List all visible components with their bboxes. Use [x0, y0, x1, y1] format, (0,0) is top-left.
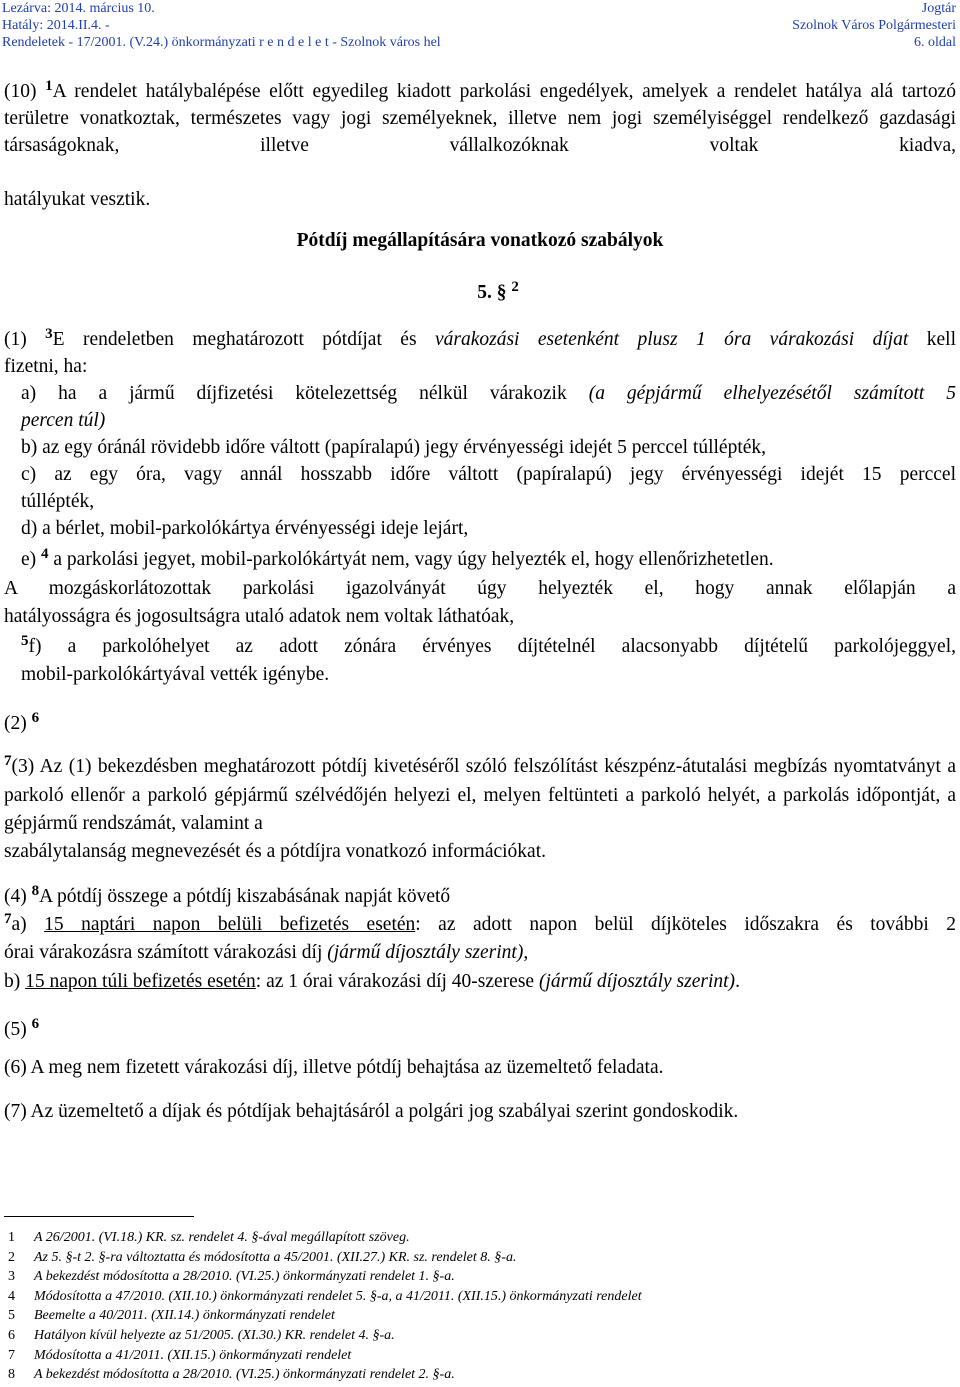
footnote-text: Módosította a 41/2011. (XII.15.) önkormányzati rendelet	[34, 1347, 352, 1363]
footnote	[8, 1228, 410, 1247]
paragraph-3-last: szabálytalanság megnevezését és a pótdíjra vonatkozó információkat.	[4, 841, 546, 862]
footnote-text: A bekezdést módosította a 28/2010. (VI.25.) önkormányzati rendelet 2. §-a.	[34, 1367, 455, 1383]
paragraph-3: $^7$(3) Az (1) bekezdésben meghatározott pótdíj kivetéséről szóló felszólítást készpénz-átutalási megbízás nyomtatványt a parkoló ellenőr a parkoló gépjármű szélvédőjén helyezi el, melyen feltünteti a parkoló helyét, a parkolás időpontját, a gépjármű rendszámát, valamint a	[4, 753, 956, 834]
footnote-number: 8	[8, 1367, 15, 1383]
jogtar-label: Jogtár	[921, 1, 956, 16]
item-f: $^5$f) a parkolóhelyet az adott zónára érvényes díjtételnél alacsonyabb díjtételű parkolójeggyel,	[21, 633, 956, 657]
paragraph-2: (2) $^6$	[4, 710, 40, 734]
footnote	[8, 1287, 642, 1306]
item-a-cont: percen túl)	[21, 410, 106, 431]
footnote-text: Beemelte a 40/2011. (XII.14.) önkormányzati rendelet	[34, 1308, 335, 1324]
footnote	[8, 1248, 516, 1267]
footnote	[8, 1267, 455, 1286]
paragraph-1-cont: fizetni, ha:	[4, 356, 88, 377]
paragraph-10: (10) $^1$A rendelet hatálybalépése előtt egyedileg kiadott parkolási engedélyek, amelyek a rendelet hatálya alá tartozó területre vonatkoztak, természetes vagy jogi személyeknek, illetve nem jogi személyiséggel rendelkező gazdasági társaságoknak, illetve vállalkozóknak voltak kiadva,	[4, 78, 956, 156]
item-c: c) az egy óra, vagy annál hosszabb időre váltott (papíralapú) jegy érvényességi idejét 15 perccel	[21, 464, 956, 485]
effective-date: Hatály: 2014.II.4. -	[2, 18, 110, 33]
paragraph-10-last: hatályukat vesztik.	[4, 189, 151, 210]
item-4a-cont: órai várakozásra számított várakozási díj (jármű díjosztály szerint),	[4, 942, 529, 963]
footnote-text: Módosította a 47/2010. (XII.10.) önkormányzati rendelet 5. §-a, a 41/2011. (XII.15.) önkormányzati rendelet	[34, 1288, 642, 1304]
item-d: d) a bérlet, mobil-parkolókártya érvényességi ideje lejárt,	[21, 518, 469, 539]
paragraph-1: (1) $^3$E rendeletben meghatározott pótdíjat és várakozási esetenként plusz 1 óra várakozási díjat kell	[4, 326, 956, 350]
item-4a: $^7$a) 15 naptári napon belüli befizetés esetén: az adott napon belül díjköteles időszakra és további 2	[4, 911, 956, 935]
footnote-text: Hatályon kívül helyezte az 51/2005. (XI.30.) KR. rendelet 4. §-a.	[34, 1328, 395, 1343]
footnote	[8, 1306, 335, 1325]
footnote-text: A 26/2001. (VI.18.) KR. sz. rendelet 4. §-ával megállapított szöveg.	[34, 1230, 410, 1245]
footnote-ref: 1	[45, 78, 53, 94]
publisher: Szolnok Város Polgármesteri	[792, 18, 956, 33]
footnote-number: 3	[8, 1269, 15, 1285]
footnote-number: 4	[8, 1288, 15, 1304]
page-number: 6. oldal	[914, 35, 956, 50]
footnote	[8, 1326, 395, 1345]
item-e: e) $^4$ a parkolási jegyet, mobil-parkolókártyát nem, vagy úgy helyezték el, hogy ellenőrizhetetlen.	[21, 546, 774, 570]
footnote-text: A bekezdést módosította a 28/2010. (VI.25.) önkormányzati rendelet 1. §-a.	[34, 1269, 455, 1285]
paragraph-4: (4) $^8$A pótdíj összege a pótdíj kiszabásának napját követő	[4, 883, 451, 907]
footnote-number: 7	[8, 1347, 15, 1363]
item-b: b) az egy óránál rövidebb időre váltott (papíralapú) jegy érvényességi idejét 5 perccel túllépték,	[21, 437, 767, 458]
footnote-number: 1	[8, 1230, 15, 1245]
paragraph-5: (5) $^6$	[4, 1016, 40, 1040]
footnote	[8, 1346, 351, 1365]
footnote-number: 5	[8, 1308, 15, 1324]
footnote-number: 2	[8, 1249, 15, 1265]
paragraph-6: (6) A meg nem fizetett várakozási díj, illetve pótdíj behajtása az üzemeltető feladata.	[4, 1057, 664, 1078]
regulation-title: Rendeletek - 17/2001. (V.24.) önkormányzati r e n d e l e t - Szolnok város hel	[2, 35, 441, 50]
footnote-separator	[4, 1216, 194, 1217]
item-f-cont: mobil-parkolókártyával vették igénybe.	[21, 664, 330, 685]
section-number: 5. § $^2$	[477, 279, 519, 303]
item-c-cont: túllépték,	[21, 491, 95, 512]
closing-date: Lezárva: 2014. március 10.	[2, 1, 155, 16]
section-heading: Pótdíj megállapítására vonatkozó szabályok	[296, 230, 664, 251]
item-4b: b) 15 napon túli befizetés esetén: az 1 órai várakozási díj 40-szerese (jármű díjosztály szerint).	[4, 971, 740, 992]
footnote-text: Az 5. §-t 2. §-ra változtatta és módosította a 45/2001. (XII.27.) KR. sz. rendelet 8. §-a.	[34, 1249, 517, 1265]
page-header	[2, 0, 958, 52]
paragraph-7: (7) Az üzemeltető a díjak és pótdíjak behajtásáról a polgári jog szabályai szerint gondoskodik.	[4, 1101, 739, 1122]
disabled-permit-cont: hatályosságra és jogosultságra utaló adatok nem voltak láthatóak,	[4, 606, 515, 627]
disabled-permit-text: A mozgáskorlátozottak parkolási igazolványát úgy helyezték el, hogy annak előlapján a	[4, 578, 956, 599]
footnote-number: 6	[8, 1328, 15, 1343]
item-a: a) ha a jármű díjfizetési kötelezettség nélkül várakozik (a gépjármű elhelyezésétől számított 5	[21, 383, 957, 404]
footnote	[8, 1365, 455, 1384]
